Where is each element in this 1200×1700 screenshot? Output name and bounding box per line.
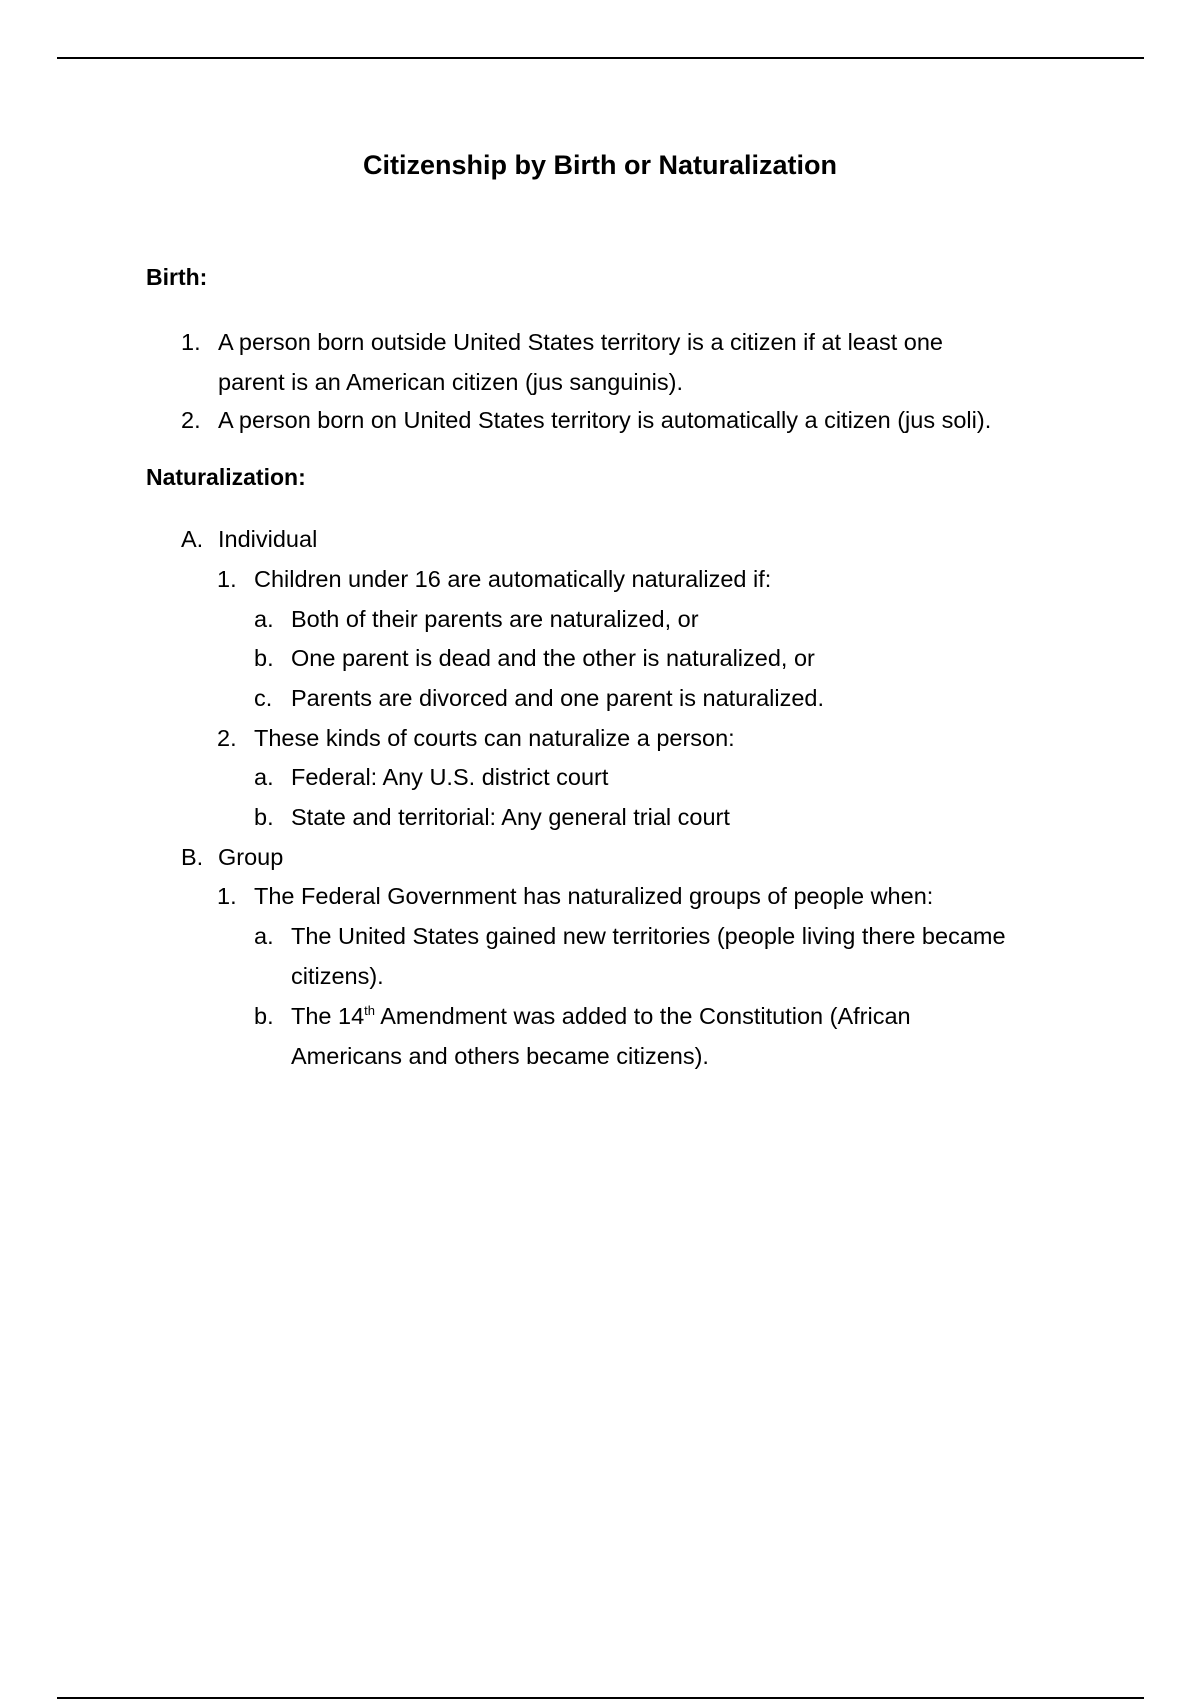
birth-item-1-line-1: A person born outside United States territory is a citizen if at least one <box>218 329 943 355</box>
section-a-item-2-sub-a <box>254 757 609 797</box>
list-marker: a. <box>254 764 274 790</box>
section-b-item-1-sub-a <box>254 916 1006 996</box>
naturalization-heading: Naturalization: <box>146 464 306 490</box>
section-b-item-1-text: The Federal Government has naturalized groups of people when: <box>254 883 934 909</box>
list-marker: a. <box>254 923 274 949</box>
ordinal-superscript: th <box>364 1003 376 1019</box>
amendment-text-post: Amendment was added to the Constitution (African <box>375 1003 911 1029</box>
list-marker: 2. <box>217 725 237 751</box>
section-b <box>181 837 284 877</box>
section-a <box>181 519 318 559</box>
section-b-label: Group <box>218 844 284 870</box>
section-a-item-1-sub-c <box>254 678 824 718</box>
list-marker: b. <box>254 645 274 671</box>
section-b-item-1-sub-b <box>254 996 911 1076</box>
list-marker: 2. <box>181 407 201 433</box>
list-marker: b. <box>254 804 274 830</box>
section-a-item-1-sub-b <box>254 638 815 678</box>
birth-heading: Birth: <box>146 264 208 290</box>
list-marker: c. <box>254 685 273 711</box>
list-marker: 1. <box>181 329 201 355</box>
section-a-item-2-text: These kinds of courts can naturalize a person: <box>254 725 735 751</box>
sub-item-line-2: Americans and others became citizens). <box>291 1043 709 1069</box>
sub-item-text: State and territorial: Any general trial court <box>291 804 730 830</box>
bottom-rule <box>57 1697 1144 1699</box>
list-marker: b. <box>254 1003 274 1029</box>
birth-item-2 <box>181 400 992 440</box>
list-marker: 1. <box>217 883 237 909</box>
list-marker: B. <box>181 844 204 870</box>
section-a-item-2 <box>217 718 735 758</box>
sub-item-text: Parents are divorced and one parent is naturalized. <box>291 685 824 711</box>
birth-item-2-line-1: A person born on United States territory is automatically a citizen (jus soli). <box>218 407 992 433</box>
amendment-text-pre: The 14 <box>291 1003 365 1029</box>
page-title: Citizenship by Birth or Naturalization <box>362 150 838 180</box>
section-a-item-2-sub-b <box>254 797 730 837</box>
sub-item-text: One parent is dead and the other is naturalized, or <box>291 645 815 671</box>
section-a-item-1 <box>217 559 772 599</box>
section-b-item-1 <box>217 876 934 916</box>
section-a-label: Individual <box>218 526 318 552</box>
section-a-item-1-text: Children under 16 are automatically naturalized if: <box>254 566 772 592</box>
sub-item-text: Both of their parents are naturalized, or <box>291 606 699 632</box>
section-a-item-1-sub-a <box>254 599 699 639</box>
sub-item-line-1: The United States gained new territories (people living there became <box>291 923 1006 949</box>
sub-item-line-1 <box>291 996 911 1036</box>
birth-item-1 <box>181 322 943 402</box>
list-marker: a. <box>254 606 274 632</box>
top-rule <box>57 57 1144 59</box>
birth-item-1-line-2: parent is an American citizen (jus sanguinis). <box>218 369 683 395</box>
list-marker: A. <box>181 526 204 552</box>
list-marker: 1. <box>217 566 237 592</box>
sub-item-text: Federal: Any U.S. district court <box>291 764 609 790</box>
sub-item-line-2: citizens). <box>291 963 384 989</box>
